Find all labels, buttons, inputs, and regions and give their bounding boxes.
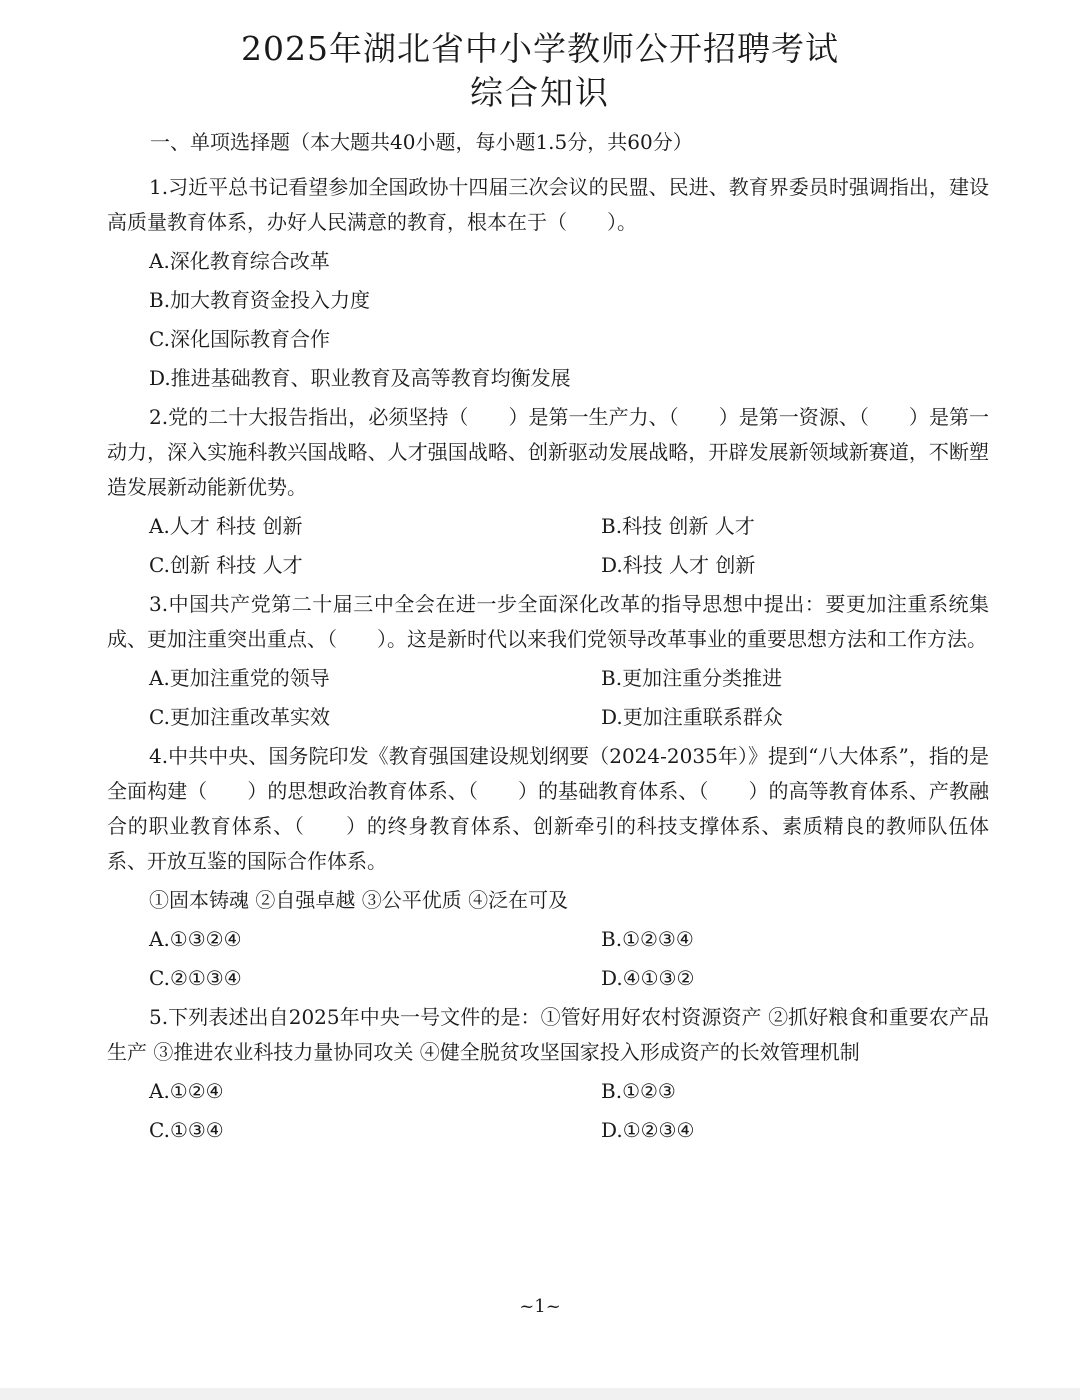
question-4-option-a: A.①③②④: [149, 927, 242, 951]
exam-subject: 综合知识: [470, 73, 610, 112]
question-1-option-b: B.加大教育资金投入力度: [149, 288, 371, 312]
question-1-stem: 1.习近平总书记看望参加全国政协十四届三次会议的民盟、民进、教育界委员时强调指出，建设高质量教育体系，办好人民满意的教育，根本在于（ ）。: [107, 175, 989, 234]
question-2-option-b: B.科技 创新 人才: [601, 514, 755, 538]
question-2-option-c: C.创新 科技 人才: [149, 553, 303, 577]
page-number: ~1~: [519, 1296, 561, 1317]
question-4-option-d: D.④①③②: [601, 966, 695, 990]
question-2-stem: 2.党的二十大报告指出，必须坚持（ ）是第一生产力、（ ）是第一资源、（ ）是第一动力，深入实施科教兴国战略、人才强国战略、创新驱动发展战略，开辟发展新领域新赛道，不断塑造发展新动能新优势。: [107, 405, 989, 499]
question-4-option-c: C.②①③④: [149, 966, 242, 990]
questions-area: [107, 170, 989, 1152]
question-3-option-c: C.更加注重改革实效: [149, 705, 330, 729]
bottom-scroll-strip: [0, 1388, 1080, 1400]
question-2-option-d: D.科技 人才 创新: [601, 553, 756, 577]
question-5-options-row-1: [107, 1074, 989, 1109]
question-5-options-row-2: [107, 1113, 989, 1148]
question-3-option-a: A.更加注重党的领导: [149, 666, 330, 690]
question-4-stem: 4.中共中央、国务院印发《教育强国建设规划纲要（2024-2035年）》提到“八大体系”，指的是全面构建（ ）的思想政治教育体系、（ ）的基础教育体系、（ ）的高等教育体系、产教融合的职业教育体系、（ ）的终身教育体系、创新牵引的科技支撑体系、素质精良的教师队伍体系、开放互鉴的国际合作体系。: [107, 744, 989, 873]
exam-title: 2025年湖北省中小学教师公开招聘考试: [241, 29, 839, 68]
question-2-options-row-2: [107, 548, 989, 583]
question-3-option-b: B.更加注重分类推进: [601, 666, 783, 690]
question-4-options-row-2: [107, 961, 989, 996]
question-5-option-a: A.①②④: [149, 1079, 224, 1103]
question-4-options-row-1: [107, 922, 989, 957]
section-heading: 一、单项选择题（本大题共40小题，每小题1.5分，共60分）: [150, 130, 693, 154]
question-3-options-row-1: [107, 661, 989, 696]
question-3-options-row-2: [107, 700, 989, 735]
question-5-option-d: D.①②③④: [601, 1118, 695, 1142]
question-2-options-row-1: [107, 509, 989, 544]
question-4-option-b: B.①②③④: [601, 927, 694, 951]
question-5-option-c: C.①③④: [149, 1118, 224, 1142]
question-3-option-d: D.更加注重联系群众: [601, 705, 783, 729]
question-4-items: ①固本铸魂 ②自强卓越 ③公平优质 ④泛在可及: [149, 888, 569, 912]
question-1-option-a: A.深化教育综合改革: [149, 249, 330, 273]
question-2-option-a: A.人才 科技 创新: [149, 514, 303, 538]
question-1-option-d: D.推进基础教育、职业教育及高等教育均衡发展: [149, 366, 571, 390]
question-5-option-b: B.①②③: [601, 1079, 676, 1103]
question-1-option-c: C.深化国际教育合作: [149, 327, 330, 351]
question-3-stem: 3.中国共产党第二十届三中全会在进一步全面深化改革的指导思想中提出：要更加注重系统集成、更加注重突出重点、（ ）。这是新时代以来我们党领导改革事业的重要思想方法和工作方法。: [107, 592, 989, 651]
question-5-stem: 5.下列表述出自2025年中央一号文件的是：①管好用好农村资源资产 ②抓好粮食和重要农产品生产 ③推进农业科技力量协同攻关 ④健全脱贫攻坚国家投入形成资产的长效管理机制: [107, 1005, 989, 1064]
